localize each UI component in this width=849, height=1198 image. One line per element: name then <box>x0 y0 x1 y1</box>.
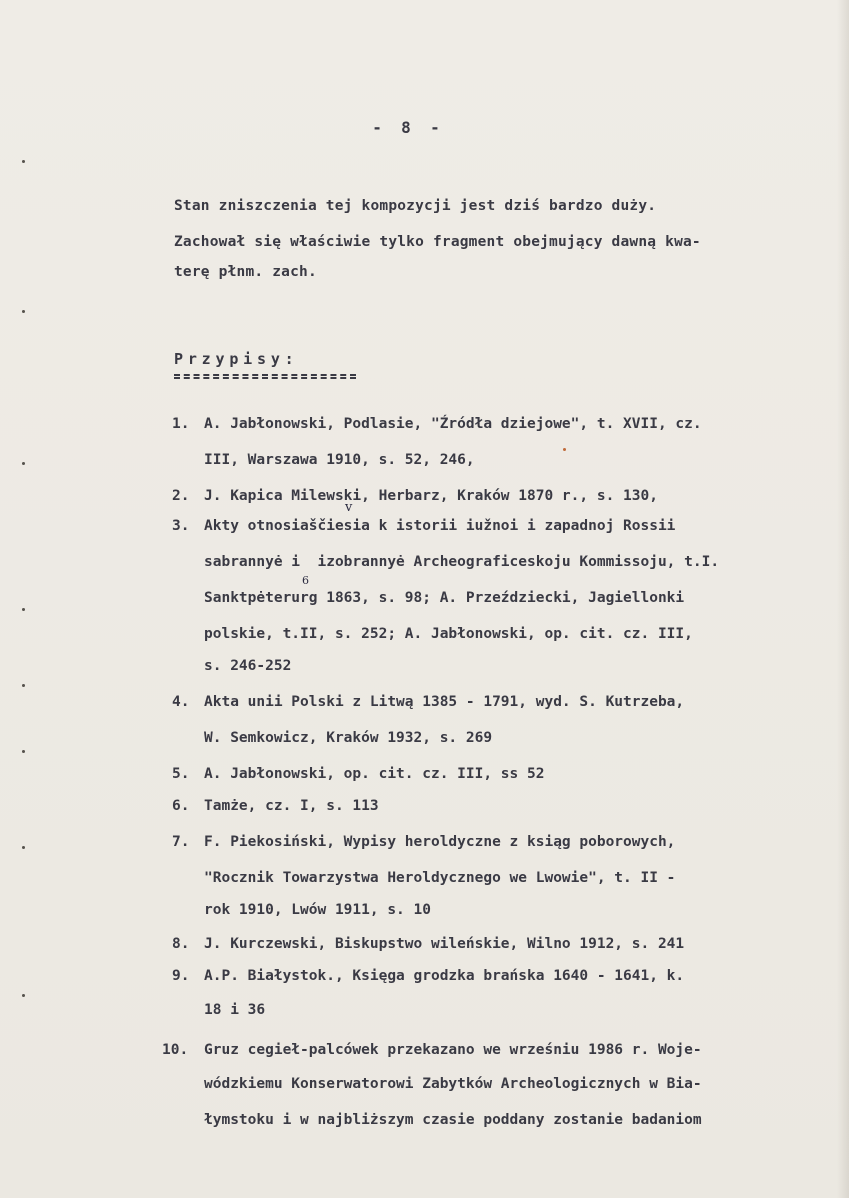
footnote-number: 8. <box>172 936 190 952</box>
footnote-line: s. 246-252 <box>204 658 292 674</box>
footnote-number: 3. <box>172 518 190 534</box>
footnote-number: 6. <box>172 798 190 814</box>
margin-dot <box>22 160 25 163</box>
footnote-line: łymstoku i w najbliższym czasie poddany zostanie badaniom <box>204 1112 702 1128</box>
page-number: - 8 - <box>372 118 440 137</box>
footnote-line: J. Kurczewski, Biskupstwo wileńskie, Wilno 1912, s. 241 <box>204 936 685 952</box>
handwritten-mark: v <box>345 500 353 515</box>
intro-line: Zachował się właściwie tylko fragment obejmujący dawną kwa- <box>174 234 701 250</box>
footnote-line: A. Jabłonowski, op. cit. cz. III, ss 52 <box>204 766 545 782</box>
footnote-line: J. Kapica Milewski, Herbarz, Kraków 1870 r., s. 130, <box>204 488 658 504</box>
footnote-line: rok 1910, Lwów 1911, s. 10 <box>204 902 431 918</box>
footnote-number: 7. <box>172 834 190 850</box>
footnote-number: 4. <box>172 694 190 710</box>
footnote-line: Akty otnosiaščiesia k istorii iužnoi i zapadnoj Rossii <box>204 518 676 534</box>
footnote-line: A.P. Białystok., Księga grodzka brańska 1640 - 1641, k. <box>204 968 685 984</box>
margin-dot <box>22 750 25 753</box>
footnote-line: Akta unii Polski z Litwą 1385 - 1791, wyd. S. Kutrzeba, <box>204 694 685 710</box>
footnote-number: 9. <box>172 968 190 984</box>
footnote-line: wódzkiemu Konserwatorowi Zabytków Archeologicznych w Bia- <box>204 1076 702 1092</box>
footnote-line: polskie, t.II, s. 252; A. Jabłonowski, op. cit. cz. III, <box>204 626 693 642</box>
footnote-line: "Rocznik Towarzystwa Heroldycznego we Lwowie", t. II - <box>204 870 676 886</box>
margin-dot <box>22 310 25 313</box>
footnote-line: Tamże, cz. I, s. 113 <box>204 798 379 814</box>
footnote-line: F. Piekosiński, Wypisy heroldyczne z ksiąg poborowych, <box>204 834 676 850</box>
page-edge-shadow <box>837 0 849 1198</box>
margin-dot <box>22 846 25 849</box>
footnote-line: sabrannyė i izobrannyė Archeograficeskoju Kommissoju, t.I. <box>204 554 720 570</box>
footnote-number: 5. <box>172 766 190 782</box>
stain-mark <box>563 448 566 451</box>
handwritten-mark: 6 <box>302 574 309 587</box>
footnote-number: 2. <box>172 488 190 504</box>
footnote-line: A. Jabłonowski, Podlasie, "Źródła dziejowe", t. XVII, cz. <box>204 416 702 432</box>
footnote-line: Gruz cegieł-palcówek przekazano we wrześniu 1986 r. Woje- <box>204 1042 702 1058</box>
footnote-number: 10. <box>162 1042 189 1058</box>
heading-underline <box>174 374 356 379</box>
footnotes-heading: Przypisy: <box>174 350 299 368</box>
footnote-line: 18 i 36 <box>204 1002 266 1018</box>
intro-line: terę płnm. zach. <box>174 264 317 280</box>
margin-dot <box>22 684 25 687</box>
footnote-line: W. Semkowicz, Kraków 1932, s. 269 <box>204 730 493 746</box>
margin-dot <box>22 608 25 611</box>
footnote-line: Sanktpėterurg 1863, s. 98; A. Przeździecki, Jagiellonki <box>204 590 685 606</box>
footnote-number: 1. <box>172 416 190 432</box>
intro-line: Stan zniszczenia tej kompozycji jest dziś bardzo duży. <box>174 198 657 214</box>
margin-dot <box>22 462 25 465</box>
margin-dot <box>22 994 25 997</box>
footnote-line: III, Warszawa 1910, s. 52, 246, <box>204 452 475 468</box>
